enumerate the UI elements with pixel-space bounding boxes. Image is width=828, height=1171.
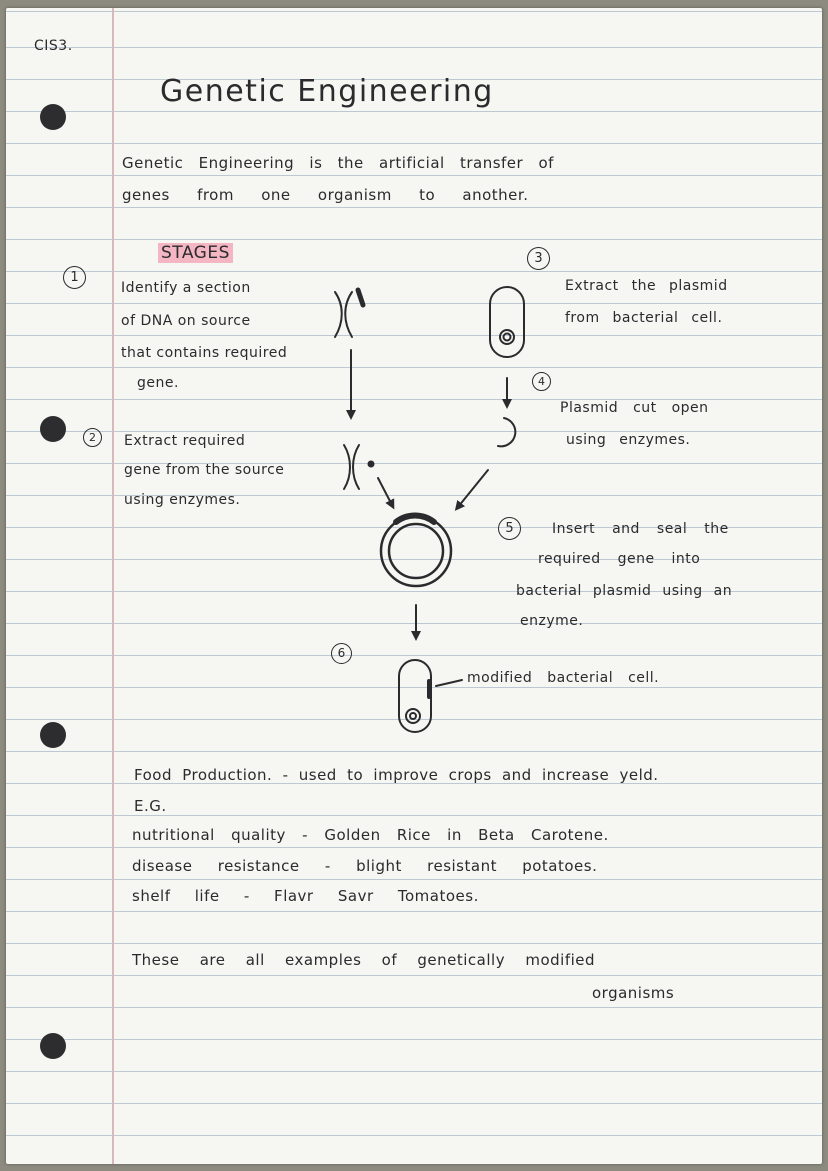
stage-2-line: gene from the source (124, 462, 285, 478)
cut-plasmid-icon (498, 418, 515, 446)
stage-5-line: required gene into (538, 551, 701, 567)
conclusion-line: These are all examples of genetically modified (132, 951, 596, 969)
example-line: shelf life - Flavr Savr Tomatoes. (132, 887, 479, 905)
food-production-line: Food Production. - used to improve crops and increase yeld. (134, 766, 659, 784)
stage-5-line: bacterial plasmid using an (516, 583, 733, 599)
stage-3-line: Extract the plasmid (565, 278, 728, 294)
stage-number-badge: 1 (63, 266, 86, 289)
stage-1-line: that contains required (121, 345, 288, 361)
example-line: nutritional quality - Golden Rice in Beta Carotene. (132, 826, 609, 844)
pointer-line (436, 680, 462, 686)
eg-label: E.G. (134, 797, 167, 815)
stage-number-badge: 2 (83, 428, 102, 447)
definition-line-2: genes from one organism to another. (122, 186, 529, 204)
chromosome-cut-icon (344, 445, 374, 489)
arrow-icon (458, 470, 488, 507)
modified-cell-label: modified bacterial cell. (467, 670, 660, 686)
stage-number-badge: 6 (331, 643, 352, 664)
page-title: Genetic Engineering (160, 74, 494, 109)
stage-5-line: enzyme. (520, 613, 584, 629)
stages-heading: STAGES (158, 243, 233, 263)
stage-1-line: of DNA on source (121, 313, 251, 329)
stage-5-line: Insert and seal the (552, 521, 729, 537)
stage-1-line: Identify a section (121, 280, 251, 296)
stage-2-line: using enzymes. (124, 492, 241, 508)
recombinant-plasmid-icon (381, 515, 451, 586)
bacterial-cell-icon (490, 287, 524, 357)
stage-number-badge: 3 (527, 247, 550, 270)
modified-bacterial-cell-icon (399, 660, 431, 732)
stage-number-badge: 5 (498, 517, 521, 540)
definition-line-1: Genetic Engineering is the artificial transfer of (122, 154, 554, 172)
stage-3-line: from bacterial cell. (565, 310, 723, 326)
arrow-icon (378, 478, 392, 505)
corner-code: CIS3. (34, 38, 73, 54)
stage-4-line: Plasmid cut open (560, 400, 709, 416)
stage-4-line: using enzymes. (566, 432, 691, 448)
stage-2-line: Extract required (124, 433, 246, 449)
example-line: disease resistance - blight resistant potatoes. (132, 857, 598, 875)
stage-number-badge: 4 (532, 372, 551, 391)
conclusion-line: organisms (592, 984, 675, 1002)
chromosome-icon (335, 290, 363, 337)
stage-1-line: gene. (137, 375, 179, 391)
